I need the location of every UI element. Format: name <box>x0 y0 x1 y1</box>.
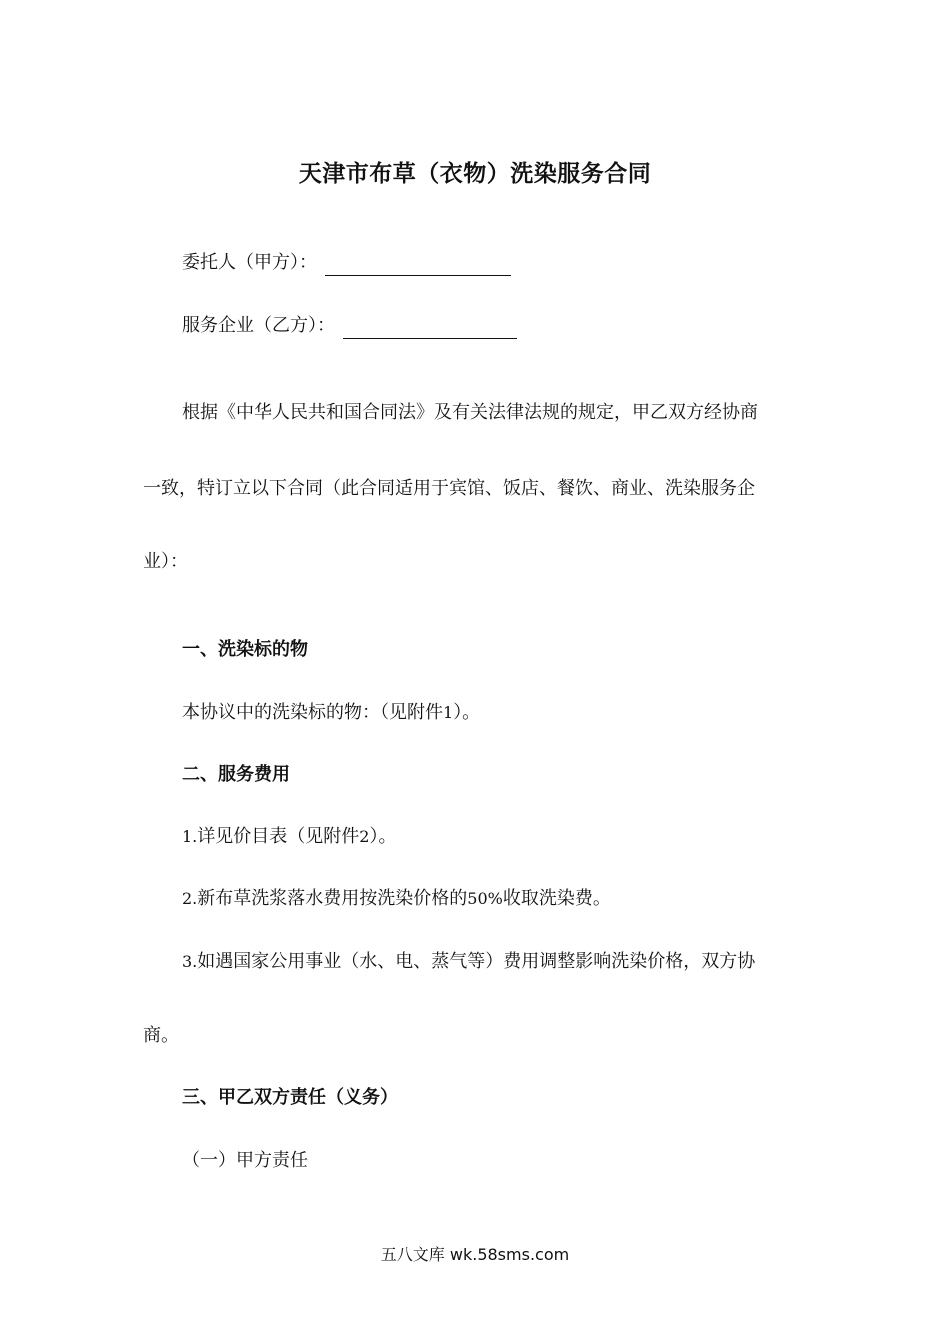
section-1-heading: 一、洗染标的物 <box>182 639 308 660</box>
item-3-number: 3. <box>182 952 198 971</box>
item-1-attachment-number: 2 <box>359 827 370 846</box>
section-2-heading: 二、服务费用 <box>182 764 290 785</box>
section-1-text-after: ）。 <box>453 702 481 723</box>
section-1-text-before: 本协议中的洗染标的物：（见附件 <box>182 702 443 723</box>
party-b-blank <box>343 318 517 339</box>
item-2-number: 2. <box>182 889 198 908</box>
item-1-text-before: 详见价目表（见附件 <box>197 826 360 847</box>
section-2-item-3 <box>182 949 755 975</box>
party-a-line <box>182 250 511 276</box>
section-3-heading: 三、甲乙双方责任（义务） <box>182 1087 398 1108</box>
intro-line-3: 业）： <box>143 551 188 572</box>
section-2-item-1 <box>182 824 396 850</box>
document-title: 天津市布草（衣物）洗染服务合同 <box>298 161 652 187</box>
party-a-blank <box>325 255 511 276</box>
section-2-item-3-line-2: 商。 <box>143 1025 179 1046</box>
item-1-number: 1. <box>182 827 198 846</box>
section-3-subheading-party-a: （一）甲方责任 <box>182 1150 308 1171</box>
section-2-item-2 <box>182 886 611 912</box>
item-3-line-1: 如遇国家公用事业（水、电、蒸气等）费用调整影响洗染价格，双方协 <box>197 951 756 972</box>
item-2-percentage: 50% <box>467 889 503 908</box>
section-1-text <box>182 700 480 726</box>
footer-watermark: 五八文库 wk.58sms.com <box>380 1245 570 1264</box>
item-2-text-before: 新布草洗浆落水费用按洗染价格的 <box>197 888 468 909</box>
item-2-text-after: 收取洗染费。 <box>502 888 611 909</box>
item-1-text-after: ）。 <box>369 826 397 847</box>
party-a-label: 委托人（甲方）： <box>182 252 317 273</box>
intro-line-2: 一致，特订立以下合同（此合同适用于宾馆、饭店、餐饮、商业、洗染服务企 <box>143 478 755 499</box>
intro-line-1: 根据《中华人民共和国合同法》及有关法律法规的规定，甲乙双方经协商 <box>182 402 758 423</box>
section-1-attachment-number: 1 <box>443 703 454 722</box>
party-b-label: 服务企业（乙方）： <box>182 315 335 336</box>
party-b-line <box>182 313 517 339</box>
